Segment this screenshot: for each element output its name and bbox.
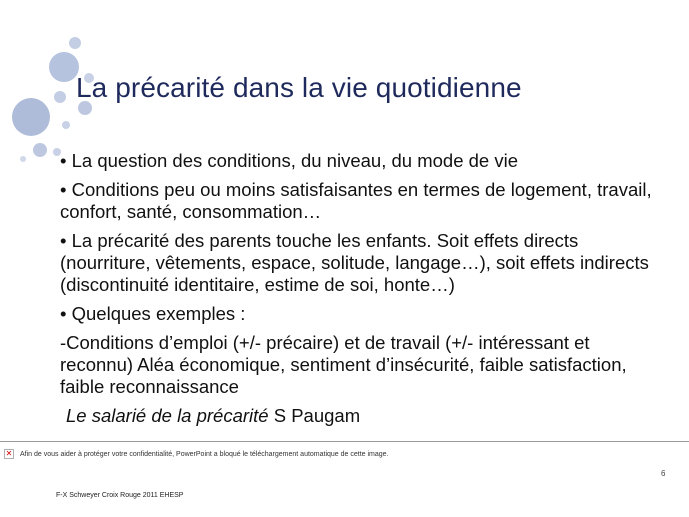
reference-author: S Paugam: [273, 405, 361, 426]
bullet-examples: • Quelques exemples :: [60, 303, 246, 324]
decor-circle: [49, 52, 79, 82]
bullet-conditions: • La question des conditions, du niveau, du mode de vie: [60, 150, 518, 171]
slide-title: La précarité dans la vie quotidienne: [76, 72, 522, 103]
broken-image-icon: ✕: [5, 449, 13, 458]
decor-circle: [69, 37, 81, 49]
footer-credit: F-X Schweyer Croix Rouge 2011 EHESP: [56, 492, 184, 499]
decor-circle: [62, 121, 70, 129]
example-employment: -Conditions d’emploi (+/- précaire) et de travail (+/- intéressant et reconnu) Aléa économique, sentiment d’insécurité, faible satisfaction, faible reconnaissance: [60, 332, 627, 397]
decor-circle: [33, 143, 47, 157]
decor-circle: [54, 91, 66, 103]
reference-title: Le salarié de la précarité: [66, 405, 269, 426]
bullet-satisfaction: • Conditions peu ou moins satisfaisantes en termes de logement, travail, confort, santé, consommation…: [60, 179, 652, 222]
decor-circle: [20, 156, 26, 162]
page-number: 6: [661, 469, 666, 478]
notes-divider: [0, 441, 689, 442]
bullet-children: • La précarité des parents touche les enfants. Soit effets directs (nourriture, vêtements, espace, solitude, langage…), soit effets indirects (discontinuité identitaire, estime de soi, honte…): [60, 230, 649, 295]
blocked-image-text: Afin de vous aider à protéger votre confidentialité, PowerPoint a bloqué le téléchargement automatique de cette image.: [20, 450, 389, 458]
blocked-image-notice: [4, 447, 389, 461]
reference-quote: [66, 405, 660, 427]
slide-content: [60, 150, 660, 427]
decor-circle: [12, 98, 50, 136]
